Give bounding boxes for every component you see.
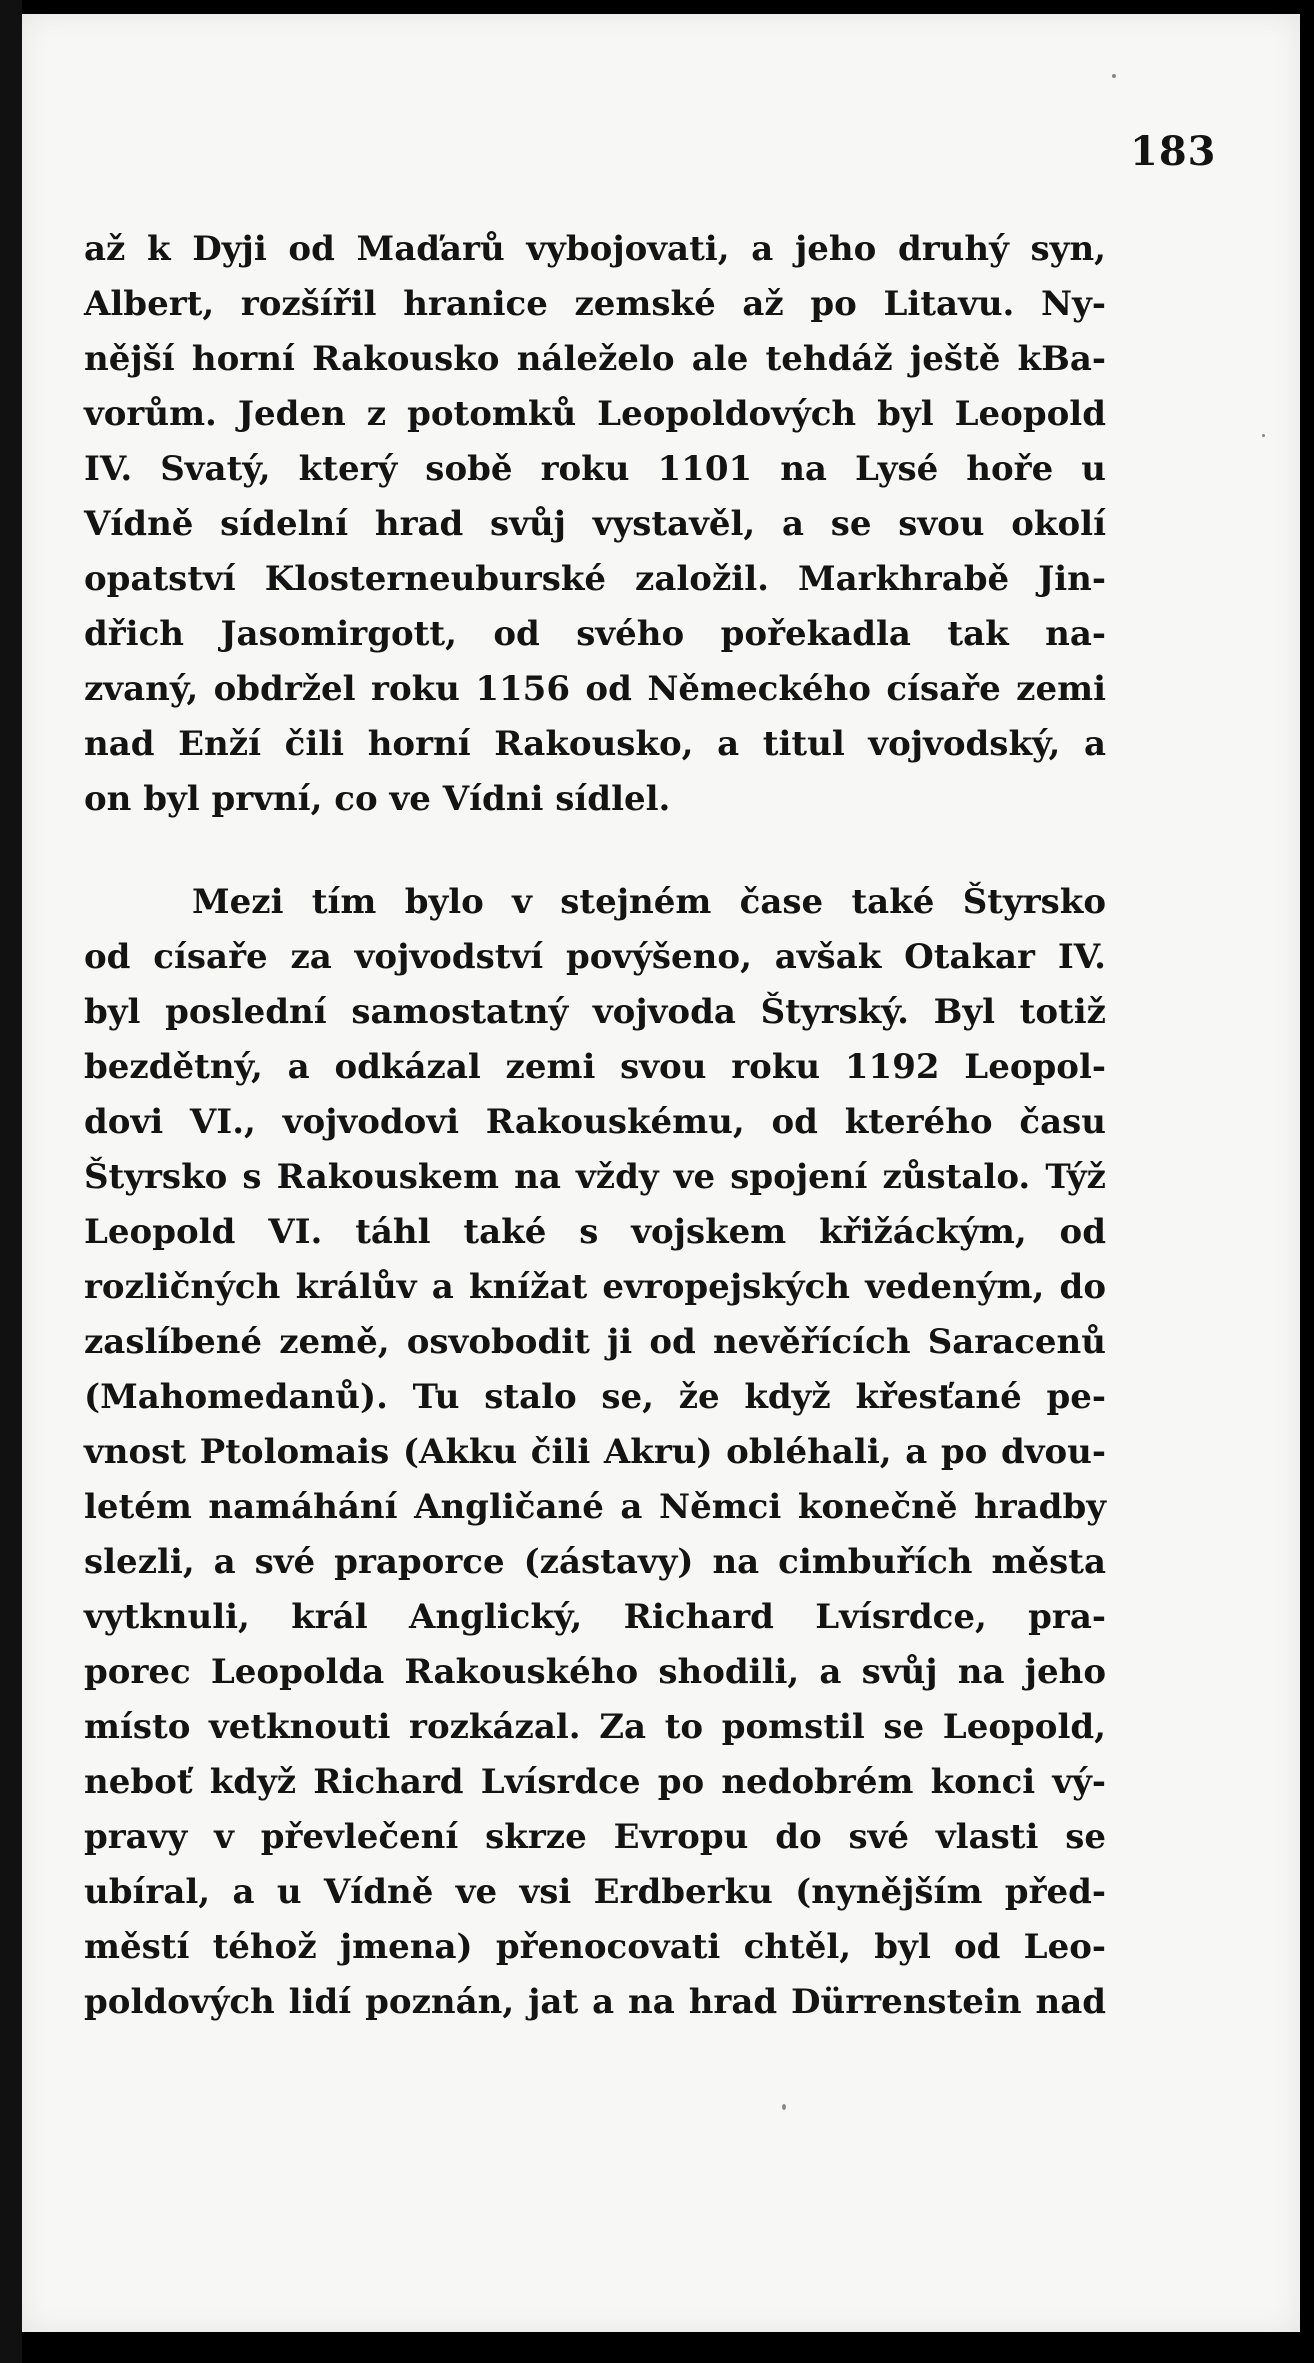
paper-speck [782,2104,786,2110]
text-line: on byl první, co ve Vídni sídlel. [84,779,671,819]
text-line: zaslíbené země, osvobodit ji od nevěřících Saracenů [84,1322,1106,1362]
text-line: (Mahomedanů). Tu stalo se, že když křesťané pe- [84,1377,1106,1417]
text-line: bezdětný, a odkázal zemi svou roku 1192 Leopol- [84,1047,1106,1087]
text-line: místo vetknouti rozkázal. Za to pomstil se Leopold, [84,1707,1106,1747]
text-line: dřich Jasomirgott, od svého pořekadla tak na- [84,614,1106,654]
text-line: rozličných králův a knížat evropejských vedeným, do [84,1267,1106,1307]
text-line: poldových lidí poznán, jat a na hrad Dürrenstein nad [84,1982,1106,2022]
text-line: ubíral, a u Vídně ve vsi Erdberku (nynějším před- [84,1872,1106,1912]
text-line: slezli, a své praporce (zástavy) na cimbuřích města [84,1542,1106,1582]
paragraph-1 [84,222,1106,827]
text-line: zvaný, obdržel roku 1156 od Německého císaře zemi [84,669,1106,709]
text-line: neboť když Richard Lvísrdce po nedobrém konci vý- [84,1762,1106,1802]
scan-left-edge [0,0,22,2363]
text-line: IV. Svatý, který sobě roku 1101 na Lysé hoře u [84,449,1106,489]
body-text [84,222,1106,2030]
text-line: dovi VI., vojvodovi Rakouskému, od kterého času [84,1102,1106,1142]
text-line: vorům. Jeden z potomků Leopoldových byl Leopold [84,394,1106,434]
text-line: Mezi tím bylo v stejném čase také Štyrsko [192,882,1106,922]
text-line: vytknuli, král Anglický, Richard Lvísrdce, pra- [84,1597,1106,1637]
paper-speck [1262,434,1265,437]
text-line: porec Leopolda Rakouského shodili, a svůj na jeho [84,1652,1106,1692]
page-number: 183 [1130,128,1217,175]
paragraph-gap [84,827,1106,875]
text-line: městí téhož jmena) přenocovati chtěl, byl od Leo- [84,1927,1106,1967]
paper-speck [1112,74,1116,78]
paragraph-2 [84,875,1106,2030]
text-line: letém namáhání Angličané a Němci konečně hradby [84,1487,1106,1527]
text-line: až k Dyji od Maďarů vybojovati, a jeho druhý syn, [84,229,1106,269]
text-line: Štyrsko s Rakouskem na vždy ve spojení zůstalo. Týž [84,1157,1106,1197]
text-line: od císaře za vojvodství povýšeno, avšak Otakar IV. [84,937,1106,977]
text-line: Albert, rozšířil hranice zemské až po Litavu. Ny- [84,284,1106,324]
text-line: opatství Klosterneuburské založil. Markhrabě Jin- [84,559,1106,599]
text-line: Leopold VI. táhl také s vojskem křižáckým, od [84,1212,1106,1252]
text-line: nad Enží čili horní Rakousko, a titul vojvodský, a [84,724,1106,764]
text-line: byl poslední samostatný vojvoda Štyrský. Byl totiž [84,992,1106,1032]
text-line: pravy v převlečení skrze Evropu do své vlasti se [84,1817,1106,1857]
text-line: vnost Ptolomais (Akku čili Akru) obléhali, a po dvou- [84,1432,1106,1472]
text-line: Vídně sídelní hrad svůj vystavěl, a se svou okolí [84,504,1106,544]
text-line: nější horní Rakousko náleželo ale tehdáž ještě kBa- [84,339,1106,379]
